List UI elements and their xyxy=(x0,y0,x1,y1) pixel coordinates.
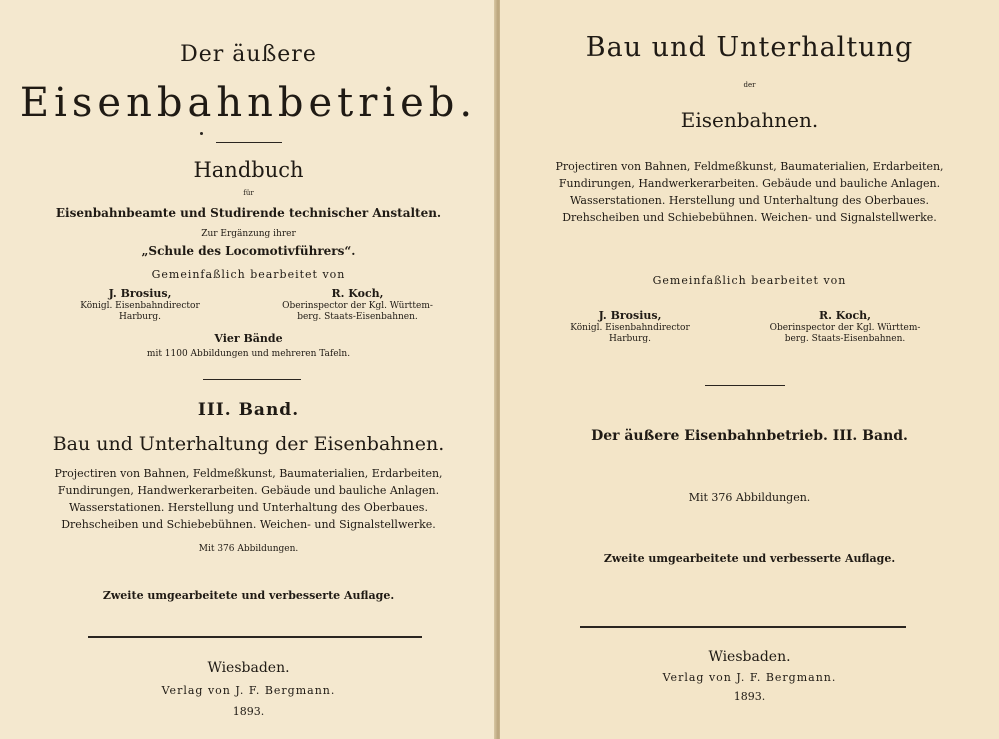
contents-line: Wasserstationen. Herstellung und Unterhaltung des Oberbaues. xyxy=(570,194,929,207)
section-rule xyxy=(203,379,301,380)
author-name: R. Koch, xyxy=(331,287,384,300)
series-line: Der äußere Eisenbahnbetrieb. III. Band. xyxy=(591,428,908,444)
left-title-large: Eisenbahnbetrieb. xyxy=(19,80,478,126)
right-subtitle: Eisenbahnen. xyxy=(680,108,819,132)
author-place: Harburg. xyxy=(119,312,161,322)
supplement-line: Zur Ergänzung ihrer xyxy=(201,229,296,239)
right-title: Bau und Unterhaltung xyxy=(585,32,914,63)
contents-line: Fundirungen, Handwerkerarbeiten. Gebäude und bauliche Anlagen. xyxy=(558,177,941,190)
author-place: Harburg. xyxy=(609,334,651,344)
author-name: J. Brosius, xyxy=(108,287,172,300)
title-rule xyxy=(216,142,282,143)
illustrations-all-line: mit 1100 Abbildungen und mehreren Tafeln. xyxy=(146,349,351,359)
author-koch xyxy=(735,309,955,345)
volume-title: Bau und Unterhaltung der Eisenbahnen. xyxy=(52,433,445,455)
author-place: berg. Staats-Eisenbahnen. xyxy=(297,312,418,322)
section-rule xyxy=(705,385,785,386)
ornament-dot xyxy=(200,132,203,135)
volume-number: III. Band. xyxy=(197,400,300,420)
author-name: R. Koch, xyxy=(819,309,871,322)
author-brosius xyxy=(545,309,715,345)
author-title: Oberinspector der Kgl. Württem- xyxy=(282,301,433,311)
handbook-label: Handbuch xyxy=(193,158,304,182)
fuer-label: für xyxy=(243,189,254,197)
audience-line: Eisenbahnbeamte und Studirende technischer Anstalten. xyxy=(55,206,442,220)
publisher-line: Verlag von J. F. Bergmann. xyxy=(662,671,837,684)
year-line: 1893. xyxy=(232,705,265,718)
illustrations-line: Mit 376 Abbildungen. xyxy=(198,544,299,554)
contents-line: Drehscheiben und Schiebebühnen. Weichen- und Signalstellwerke. xyxy=(61,518,436,531)
edited-by-line: Gemeinfaßlich bearbeitet von xyxy=(151,268,346,281)
edited-by-line: Gemeinfaßlich bearbeitet von xyxy=(652,274,847,287)
contents-line: Wasserstationen. Herstellung und Unterhaltung des Oberbaues. xyxy=(69,501,428,514)
imprint-rule xyxy=(88,636,422,638)
author-place: berg. Staats-Eisenbahnen. xyxy=(784,334,906,344)
city-line: Wiesbaden. xyxy=(207,660,290,676)
contents-line: Projectiren von Bahnen, Feldmeßkunst, Baumaterialien, Erdarbeiten, xyxy=(555,160,944,173)
der-label: der xyxy=(743,81,756,89)
contents-line: Drehscheiben und Schiebebühnen. Weichen- und Signalstellwerke. xyxy=(562,211,937,224)
left-page xyxy=(0,0,497,739)
author-brosius xyxy=(60,287,220,323)
edition-line: Zweite umgearbeitete und verbesserte Auflage. xyxy=(603,552,896,565)
volumes-line: Vier Bände xyxy=(214,332,283,345)
author-title: Oberinspector der Kgl. Württem- xyxy=(769,323,921,333)
imprint-rule xyxy=(580,626,906,628)
city-line: Wiesbaden. xyxy=(708,649,791,665)
illustrations-line: Mit 376 Abbildungen. xyxy=(688,491,811,504)
author-title: Königl. Eisenbahndirector xyxy=(570,323,690,333)
school-line: „Schule des Locomotivführers“. xyxy=(141,244,356,258)
edition-line: Zweite umgearbeitete und verbesserte Auflage. xyxy=(102,589,395,602)
contents-line: Projectiren von Bahnen, Feldmeßkunst, Baumaterialien, Erdarbeiten, xyxy=(54,467,443,480)
publisher-line: Verlag von J. F. Bergmann. xyxy=(161,684,336,697)
author-koch xyxy=(255,287,460,323)
year-line: 1893. xyxy=(733,690,766,703)
author-name: J. Brosius, xyxy=(598,309,662,322)
author-title: Königl. Eisenbahndirector xyxy=(80,301,200,311)
right-page xyxy=(500,0,999,739)
left-title-small: Der äußere xyxy=(180,42,317,67)
contents-line: Fundirungen, Handwerkerarbeiten. Gebäude und bauliche Anlagen. xyxy=(57,484,440,497)
